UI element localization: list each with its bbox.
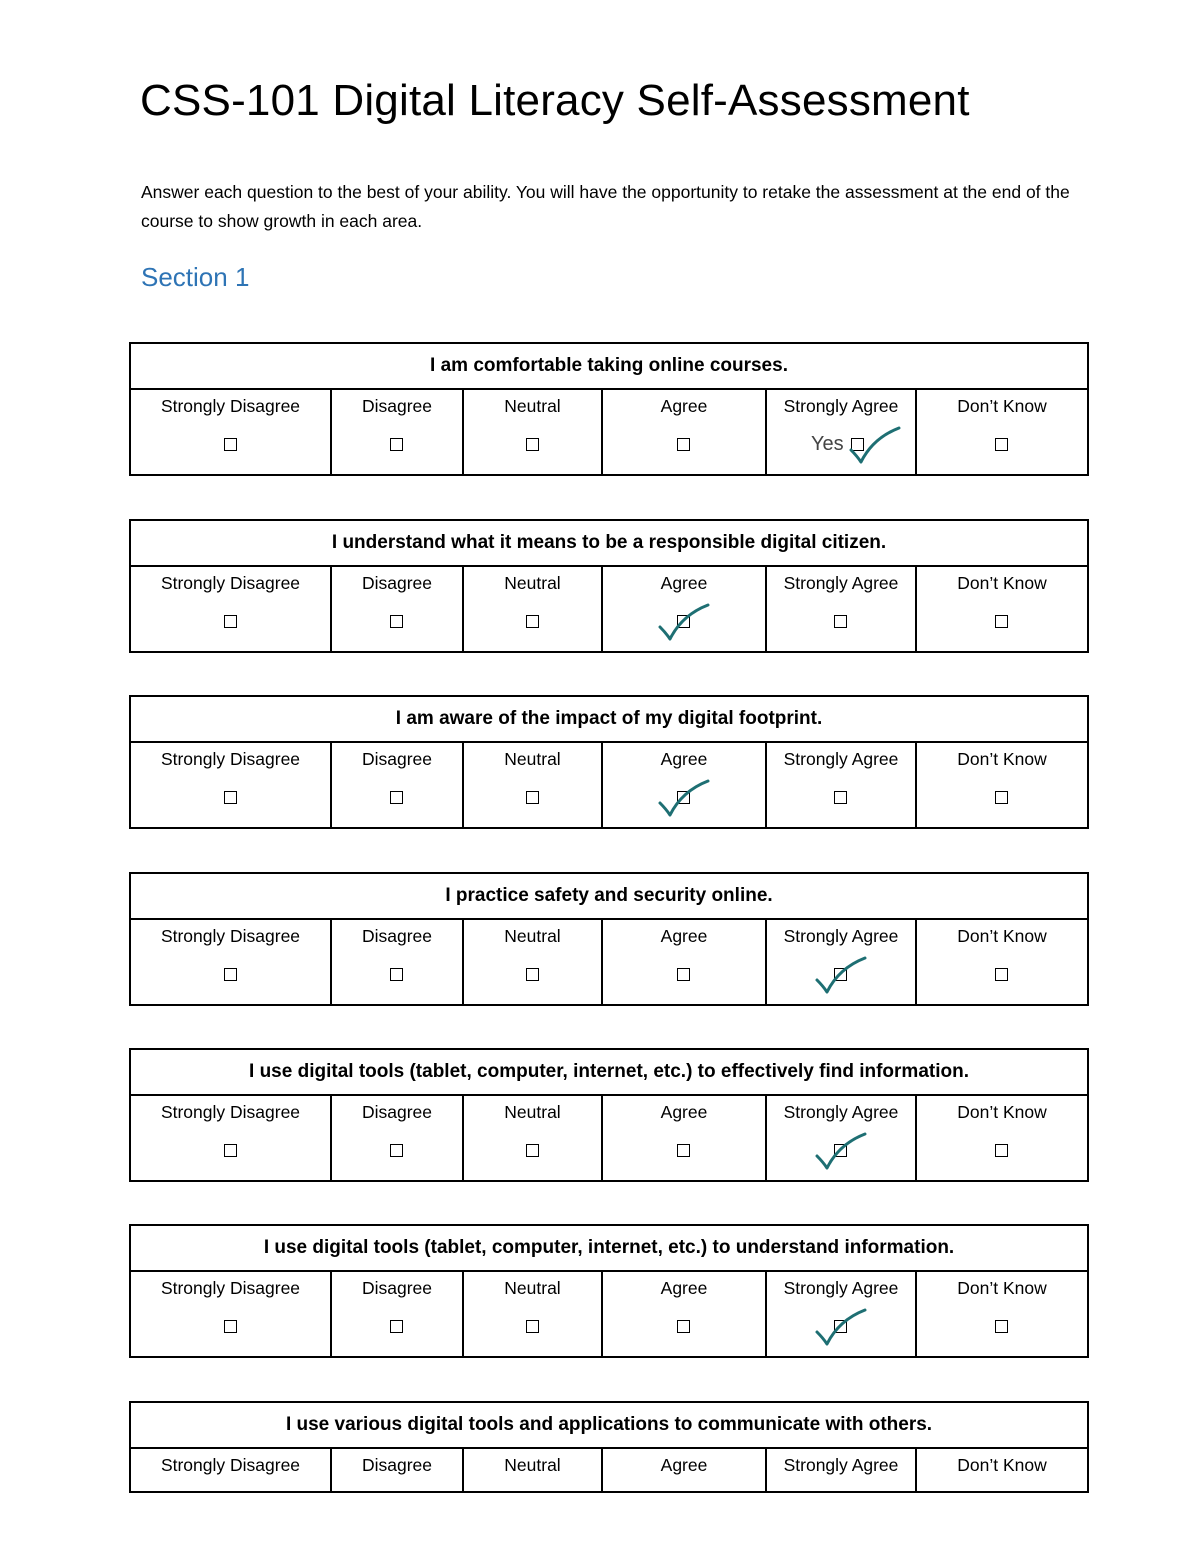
choice-cell-disagree[interactable] [331,566,463,652]
choice-cell-disagree[interactable] [331,1448,463,1492]
checkbox-icon[interactable] [390,791,403,804]
handwritten-check-icon [813,950,883,1000]
choice-label: Strongly Disagree [160,749,301,769]
choice-cell-neutral[interactable] [463,1095,602,1181]
question-table [129,695,1089,829]
handwritten-check-icon [656,597,726,647]
choice-label: Disagree [361,396,433,416]
choice-cell-don-t-know[interactable] [916,566,1088,652]
choice-cell-disagree[interactable] [331,742,463,828]
choice-cell-neutral[interactable] [463,389,602,475]
choice-label: Strongly Disagree [160,1278,301,1298]
choice-cell-neutral[interactable] [463,1448,602,1492]
choice-label: Disagree [361,1278,433,1298]
checkbox-icon[interactable] [390,968,403,981]
question-prompt: I understand what it means to be a responsible digital citizen. [130,520,1088,566]
section-heading: Section 1 [141,262,250,292]
choice-label: Don’t Know [957,1102,1047,1122]
choice-label: Agree [660,1455,708,1475]
choice-label: Neutral [504,749,561,769]
choice-label: Strongly Agree [783,1455,899,1475]
question-table [129,1048,1089,1182]
checkbox-icon[interactable] [995,968,1008,981]
choice-cell-strongly-disagree[interactable] [130,1271,331,1357]
checkbox-icon[interactable] [526,1320,539,1333]
checkbox-icon[interactable] [677,1144,690,1157]
choice-cell-neutral[interactable] [463,1271,602,1357]
choice-cell-strongly-agree[interactable] [766,919,916,1005]
choice-row [130,389,1088,475]
handwritten-check-icon [656,773,726,823]
choice-label: Agree [660,1102,708,1122]
choice-label: Strongly Disagree [160,926,301,946]
checkbox-icon[interactable] [526,968,539,981]
choice-cell-strongly-agree[interactable] [766,389,916,475]
choice-row [130,1271,1088,1357]
question-prompt: I use digital tools (tablet, computer, internet, etc.) to effectively find information. [130,1049,1088,1095]
question-prompt: I am aware of the impact of my digital footprint. [130,696,1088,742]
choice-cell-strongly-disagree[interactable] [130,1095,331,1181]
choice-label: Disagree [361,749,433,769]
choice-label: Don’t Know [957,749,1047,769]
page-title: CSS-101 Digital Literacy Self-Assessment [140,76,970,125]
choice-cell-disagree[interactable] [331,1095,463,1181]
question-table [129,1401,1089,1493]
check-stroke [817,1310,865,1344]
choice-label: Disagree [361,1102,433,1122]
choice-label: Neutral [504,926,561,946]
checkbox-icon[interactable] [834,791,847,804]
handwritten-check-icon [813,1126,883,1176]
checkbox-icon[interactable] [995,438,1008,451]
choice-cell-strongly-agree[interactable] [766,1271,916,1357]
question-table [129,1224,1089,1358]
choice-label: Don’t Know [957,926,1047,946]
check-stroke [817,958,865,992]
choice-cell-don-t-know[interactable] [916,1448,1088,1492]
check-stroke [660,781,708,815]
choice-label: Agree [660,926,708,946]
choice-cell-disagree[interactable] [331,919,463,1005]
choice-cell-don-t-know[interactable] [916,1271,1088,1357]
choice-label: Neutral [504,1278,561,1298]
choice-label: Strongly Disagree [160,1455,301,1475]
choice-label: Agree [660,1278,708,1298]
choice-cell-don-t-know[interactable] [916,742,1088,828]
choice-label: Strongly Agree [783,926,899,946]
choice-cell-don-t-know[interactable] [916,919,1088,1005]
checkbox-icon[interactable] [995,1320,1008,1333]
choice-cell-agree[interactable] [602,1095,766,1181]
choice-label: Disagree [361,573,433,593]
question-prompt: I use digital tools (tablet, computer, internet, etc.) to understand information. [130,1225,1088,1271]
handwritten-annotation: Yes [811,433,844,455]
question-prompt: I am comfortable taking online courses. [130,343,1088,389]
choice-cell-strongly-agree[interactable] [766,1095,916,1181]
question-table [129,342,1089,476]
choice-cell-strongly-agree[interactable] [766,566,916,652]
question-prompt: I use various digital tools and applications to communicate with others. [130,1402,1088,1448]
checkbox-icon[interactable] [224,791,237,804]
choice-label: Strongly Agree [783,1102,899,1122]
choice-label: Neutral [504,1455,561,1475]
check-stroke [660,605,708,639]
choice-label: Strongly Agree [783,396,899,416]
choice-label: Don’t Know [957,1455,1047,1475]
checkbox-icon[interactable] [224,615,237,628]
choice-label: Agree [660,573,708,593]
checkbox-icon[interactable] [224,1320,237,1333]
choice-cell-strongly-agree[interactable] [766,1448,916,1492]
instructions-paragraph: Answer each question to the best of your ability. You will have the opportunity to retake the assessment at the end of the course to show growth in each area. [141,182,1070,231]
question-table [129,872,1089,1006]
choice-cell-strongly-disagree[interactable] [130,919,331,1005]
checkbox-icon[interactable] [224,1144,237,1157]
choice-cell-don-t-know[interactable] [916,1095,1088,1181]
choice-cell-agree[interactable] [602,566,766,652]
choice-cell-agree[interactable] [602,742,766,828]
choice-cell-agree[interactable] [602,919,766,1005]
question-prompt: I practice safety and security online. [130,873,1088,919]
checkbox-icon[interactable] [390,615,403,628]
checkbox-icon[interactable] [834,615,847,628]
checkbox-icon[interactable] [526,615,539,628]
choice-label: Disagree [361,1455,433,1475]
choice-label: Neutral [504,1102,561,1122]
choice-label: Strongly Disagree [160,573,301,593]
choice-label: Neutral [504,573,561,593]
question-table [129,519,1089,653]
choice-cell-agree[interactable] [602,389,766,475]
checkbox-icon[interactable] [224,968,237,981]
handwritten-check-icon [847,420,917,470]
choice-cell-strongly-disagree[interactable] [130,566,331,652]
choice-label: Disagree [361,926,433,946]
choice-row [130,566,1088,652]
checkbox-icon[interactable] [390,438,403,451]
choice-cell-neutral[interactable] [463,742,602,828]
check-stroke [817,1134,865,1168]
choice-label: Strongly Disagree [160,1102,301,1122]
choice-cell-neutral[interactable] [463,566,602,652]
checkbox-icon[interactable] [224,438,237,451]
checkbox-icon[interactable] [526,791,539,804]
choice-cell-strongly-disagree[interactable] [130,742,331,828]
choice-label: Don’t Know [957,396,1047,416]
choice-label: Don’t Know [957,573,1047,593]
checkbox-icon[interactable] [995,791,1008,804]
checkbox-icon[interactable] [677,968,690,981]
checkbox-icon[interactable] [677,1320,690,1333]
choice-label: Strongly Agree [783,573,899,593]
choice-row [130,742,1088,828]
choice-cell-disagree[interactable] [331,389,463,475]
checkbox-icon[interactable] [526,1144,539,1157]
choice-row [130,919,1088,1005]
choice-row [130,1095,1088,1181]
choice-label: Don’t Know [957,1278,1047,1298]
checkbox-icon[interactable] [677,438,690,451]
choice-cell-strongly-disagree[interactable] [130,389,331,475]
checkbox-icon[interactable] [390,1144,403,1157]
checkbox-icon[interactable] [995,615,1008,628]
choice-label: Agree [660,396,708,416]
choice-label: Strongly Disagree [160,396,301,416]
handwritten-check-icon [813,1302,883,1352]
checkbox-icon[interactable] [390,1320,403,1333]
choice-label: Strongly Agree [783,749,899,769]
choice-cell-neutral[interactable] [463,919,602,1005]
choice-row [130,1448,1088,1492]
choice-cell-strongly-disagree[interactable] [130,1448,331,1492]
choice-label: Agree [660,749,708,769]
choice-label: Neutral [504,396,561,416]
choice-label: Strongly Agree [783,1278,899,1298]
choice-cell-strongly-agree[interactable] [766,742,916,828]
choice-cell-don-t-know[interactable] [916,389,1088,475]
choice-cell-agree[interactable] [602,1448,766,1492]
checkbox-icon[interactable] [526,438,539,451]
choice-cell-agree[interactable] [602,1271,766,1357]
checkbox-icon[interactable] [995,1144,1008,1157]
choice-cell-disagree[interactable] [331,1271,463,1357]
check-stroke [851,428,899,462]
